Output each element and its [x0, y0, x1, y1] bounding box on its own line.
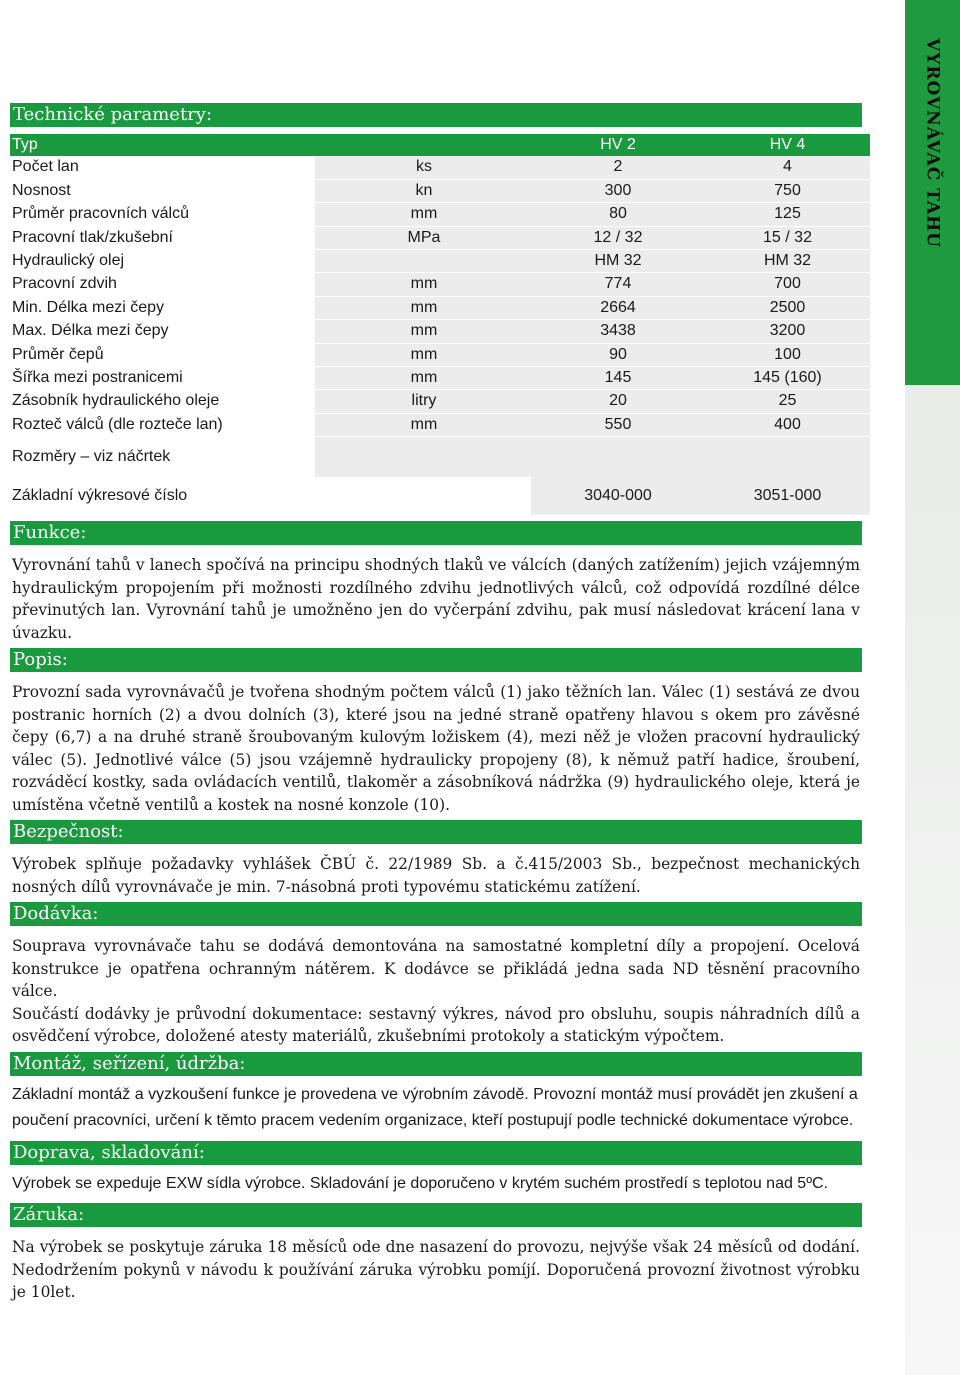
- cell-unit: mm: [315, 367, 531, 390]
- cell-unit: ks: [315, 156, 531, 179]
- cell-hv4: 700: [703, 273, 870, 296]
- table-row: [10, 390, 870, 413]
- header-hv2: HV 2: [531, 134, 703, 156]
- cell-unit: litry: [315, 390, 531, 413]
- dodavka-text-2: Součástí dodávky je průvodní dokumentace: sestavný výkres, návod pro obsluhu, soupis náhradních dílů a osvědčení výrobce, doložené atesty materiálů, zkušebními protokoly a statickým výpočtem.: [12, 1004, 860, 1046]
- header-unit: [315, 134, 531, 156]
- cell-hv2: 145: [531, 367, 703, 390]
- cell-hv2: 2664: [531, 296, 703, 319]
- cell-hv4: 25: [703, 390, 870, 413]
- doprava-text: Výrobek se expeduje EXW sídla výrobce. Skladování je doporučeno v krytém suchém prostředí s teplotou nad 5ºC.: [12, 1174, 829, 1192]
- table-row: [10, 226, 870, 249]
- side-tab-title: VYROVNÁVAČ TAHU: [922, 38, 943, 248]
- table-row: [10, 320, 870, 343]
- cell-hv4: 2500: [703, 296, 870, 319]
- header-label: Typ: [10, 134, 315, 156]
- parameters-table: [10, 134, 870, 515]
- table-row: [10, 413, 870, 436]
- cell-hv2: 12 / 32: [531, 226, 703, 249]
- cell-hv4: 125: [703, 203, 870, 226]
- cell-hv2: 90: [531, 343, 703, 366]
- section-heading-zaruka: Záruka:: [10, 1203, 862, 1227]
- cell-hv2: 300: [531, 179, 703, 202]
- montaz-text: Základní montáž a vyzkoušení funkce je provedena ve výrobním závodě. Provozní montáž musí provádět jen zkušení a poučení pracovníci, určení k těmto pracem vedením organizace, kteří postupují podle technické dokumentace výrobce.: [12, 1085, 858, 1130]
- cell-hv2: 774: [531, 273, 703, 296]
- zaruka-text: Na výrobek se poskytuje záruka 18 měsíců ode dne nasazení do provozu, nejvýše však 24 měsíců od dodání. Nedodržením pokynů v návodu k používání záruka výrobku pomíjí. Doporučená provozní životnost výrobku je 10let.: [12, 1238, 860, 1302]
- cell-unit: mm: [315, 203, 531, 226]
- section-heading-bezpecnost: Bezpečnost:: [10, 820, 862, 844]
- section-heading-montaz: Montáž, seřízení, údržba:: [10, 1052, 862, 1076]
- cell-unit: [315, 250, 531, 273]
- cell-hv2: 3438: [531, 320, 703, 343]
- cell-hv2: 550: [531, 413, 703, 436]
- cell-label: Hydraulický olej: [10, 250, 315, 273]
- section-heading-doprava: Doprava, skladování:: [10, 1141, 862, 1165]
- cell-hv2: 20: [531, 390, 703, 413]
- table-row: [10, 367, 870, 390]
- dodavka-text-1: Souprava vyrovnávače tahu se dodává demontována na samostatné kompletní díly a propojení. Ocelová konstrukce je opatřena ochranným nátěrem. K dodávce se přikládá jedna sada ND těsnění pracovního válce.: [12, 937, 860, 1001]
- cell-unit: mm: [315, 296, 531, 319]
- cell-unit: mm: [315, 320, 531, 343]
- table-row: [10, 343, 870, 366]
- bezpecnost-text: Výrobek splňuje požadavky vyhlášek ČBÚ č. 22/1989 Sb. a č.415/2003 Sb., bezpečnost mechanických nosných dílů vyrovnávače je min. 7-násobná proti typovému statickému zatížení.: [12, 855, 860, 896]
- section-heading-popis: Popis:: [10, 648, 862, 672]
- cell-hv4: 750: [703, 179, 870, 202]
- cell-label: Počet lan: [10, 156, 315, 179]
- section-heading-funkce: Funkce:: [10, 521, 862, 545]
- document-content: [10, 103, 862, 1308]
- funkce-text: Vyrovnání tahů v lanech spočívá na principu shodných tlaků ve válcích (daných zatížením) jejich vzájemným hydraulickým propojením při možnosti rozdílného zdvihu jednotlivých válců, což odpovídá rozdílné délce převinutých lan. Vyrovnání tahů je umožněno jen do vyčerpání zdvihu, pak musí následovat krácení lana v úvazku.: [12, 556, 860, 642]
- cell-unit: mm: [315, 343, 531, 366]
- cell-unit: MPa: [315, 226, 531, 249]
- rozmery-label: Rozměry – viz náčrtek: [12, 448, 171, 466]
- cell-label: Průměr pracovních válců: [10, 203, 315, 226]
- table-row: [10, 156, 870, 179]
- cell-unit: mm: [315, 413, 531, 436]
- cell-label: Průměr čepů: [10, 343, 315, 366]
- cell-hv4: 4: [703, 156, 870, 179]
- cell-label: Pracovní tlak/zkušební: [10, 226, 315, 249]
- cell-label: Nosnost: [10, 179, 315, 202]
- zakladni-hv4: 3051-000: [703, 477, 870, 515]
- zakladni-hv2: 3040-000: [531, 477, 703, 515]
- cell-hv4: 100: [703, 343, 870, 366]
- cell-hv4: 400: [703, 413, 870, 436]
- cell-label: Rozteč válců (dle rozteče lan): [10, 413, 315, 436]
- zakladni-label: Základní výkresové číslo: [12, 487, 188, 505]
- cell-label: Max. Délka mezi čepy: [10, 320, 315, 343]
- table-row: [10, 179, 870, 202]
- table-row-rozmery: [10, 437, 870, 478]
- cell-hv4: 145 (160): [703, 367, 870, 390]
- cell-label: Pracovní zdvih: [10, 273, 315, 296]
- cell-hv4: HM 32: [703, 250, 870, 273]
- popis-text: Provozní sada vyrovnávačů je tvořena shodným počtem válců (1) jako těžních lan. Válec (1) sestává ze dvou postranic horních (2) a dvou dolních (3), které jsou na jedné straně opatřeny hlavou s okem pro závěsné čepy (6,7) a na druhé straně šroubovaným kulovým ložiskem (4), mezi něž je vložen pracovní hydraulický válec (5). Jednotlivé válce (5) jsou vzájemně hydraulicky propojeny (8), k němuž patří hadice, šroubení, rozváděcí kostky, sada ovládacích ventilů, tlakoměr a zásobníková nádržka (9) hydraulického oleje, která je umístěna včetně ventilů a kostek na nosné konzole (10).: [12, 683, 860, 814]
- header-hv4: HV 4: [703, 134, 870, 156]
- cell-label: Šířka mezi postranicemi: [10, 367, 315, 390]
- cell-hv4: 15 / 32: [703, 226, 870, 249]
- cell-hv2: 2: [531, 156, 703, 179]
- cell-unit: kn: [315, 179, 531, 202]
- cell-hv2: 80: [531, 203, 703, 226]
- table-row: [10, 273, 870, 296]
- table-row-zakladni: [10, 477, 870, 515]
- side-tab-shadow: [905, 385, 960, 1375]
- cell-hv2: HM 32: [531, 250, 703, 273]
- cell-hv4: 3200: [703, 320, 870, 343]
- table-row: [10, 296, 870, 319]
- table-header-row: [10, 134, 870, 156]
- section-heading-dodavka: Dodávka:: [10, 902, 862, 926]
- section-heading-technicke: Technické parametry:: [10, 103, 862, 127]
- side-tab: [905, 0, 960, 385]
- cell-unit: mm: [315, 273, 531, 296]
- cell-label: Min. Délka mezi čepy: [10, 296, 315, 319]
- table-row: [10, 250, 870, 273]
- cell-label: Zásobník hydraulického oleje: [10, 390, 315, 413]
- table-row: [10, 203, 870, 226]
